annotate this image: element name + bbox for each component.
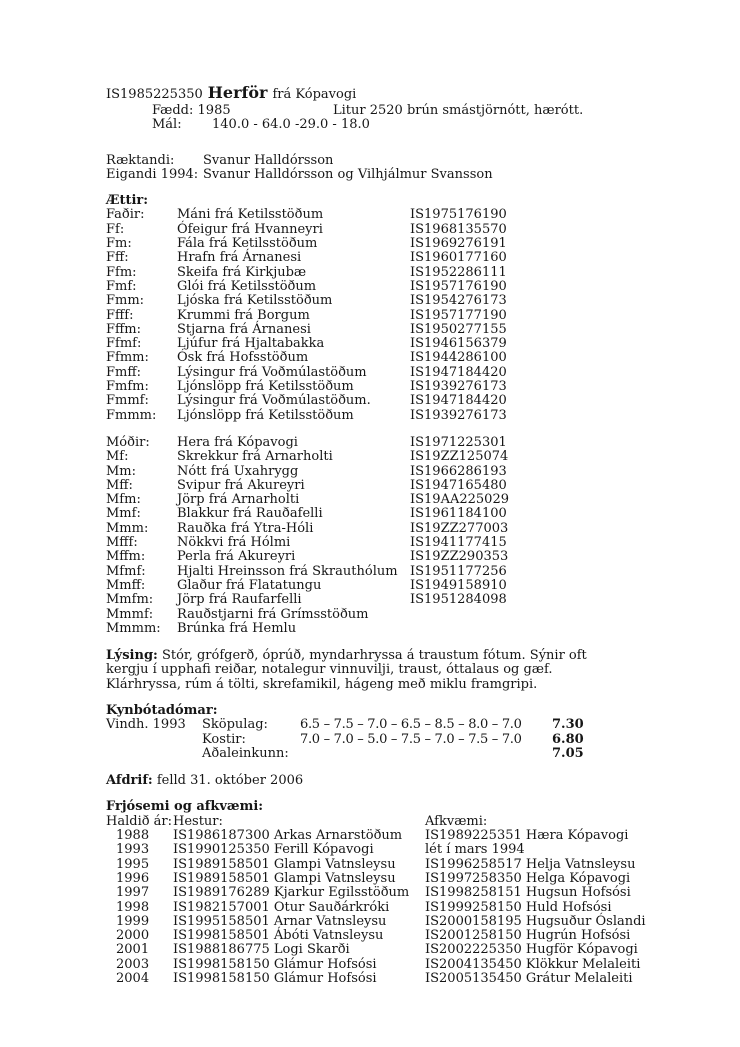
offspring-year: 1999 [116,913,150,929]
relation-label: Mmfm: [106,592,154,608]
ancestor-id: IS1952286111 [410,264,507,280]
ancestor-name: Rauðstjarni frá Grímsstöðum [177,606,369,622]
offspring-name: IS2000158195 Hugsuður Óslandi [425,913,646,929]
offspring-name: lét í mars 1994 [425,842,525,858]
ancestor-id: IS1939276173 [410,407,507,423]
relation-label: Mffm: [106,549,146,565]
owner-label: Eigandi 1994: [106,166,199,182]
stallion-name: IS1989158501 Glampi Vatnsleysu [173,856,396,872]
ancestor-name: Glói frá Ketilsstöðum [177,278,317,294]
ancestor-id: IS1939276173 [410,379,507,395]
birth-line [106,104,700,118]
ancestor-name: Jörp frá Raufarfelli [177,592,302,608]
ancestor-name: Nökkvi frá Hólmi [177,535,291,551]
sire-pedigree-list [106,208,700,422]
relation-label: Mfff: [106,535,138,551]
offspring-row [106,915,700,929]
pedigree-row [106,223,700,237]
offspring-name: IS1996258517 Helja Vatnsleysu [425,856,636,872]
ancestor-id: IS1949158910 [410,577,507,593]
ancestor-name: Hrafn frá Árnanesi [177,250,302,266]
pedigree-row [106,507,700,521]
relation-label: Fmfm: [106,379,149,395]
offspring-year: 1993 [116,842,150,858]
pedigree-row [106,608,700,622]
ancestor-name: Ljóska frá Ketilsstöðum [177,293,333,309]
assessment-scores [300,747,552,761]
relation-label: Ff: [106,221,125,237]
description-text: Stór, grófgerð, óprúð, myndarhryssa á traustum fótum. Sýnir oft kergju í upphafi reiðar, notalegur vinnuvilji, traust, óttalaus og gæf. Klárhryssa, rúm á tölti, skrefamikil, hágeng með miklu framgripi. [106,648,587,692]
ancestor-name: Glaður frá Flatatungu [177,577,322,593]
assessment-row [106,718,700,732]
offspring-row [106,943,700,957]
ancestor-name: Stjarna frá Árnanesi [177,321,311,337]
stallion-name: IS1989158501 Glampi Vatnsleysu [173,870,396,886]
stallion-name: IS1995158501 Arnar Vatnsleysu [173,913,387,929]
relation-label: Ffm: [106,264,137,280]
description-paragraph [106,649,630,692]
ancestor-name: Lýsingur frá Voðmúlastöðum [177,364,367,380]
ancestor-name: Blakkur frá Rauðafelli [177,506,323,522]
ancestor-id: IS1971225301 [410,434,507,450]
relation-label: Fmff: [106,364,141,380]
breeder-label: Ræktandi: [106,152,175,168]
relation-label: Mff: [106,477,133,493]
pedigree-row [106,436,700,450]
ancestor-id: IS1951177256 [410,563,507,579]
ancestor-id: IS19ZZ277003 [410,520,509,536]
ancestor-id: IS1957176190 [410,278,507,294]
assessment-trait: Kostir: [202,731,246,747]
offspring-heading: Frjósemi og afkvæmi: [106,799,264,815]
measure-values: 140.0 - 64.0 -29.0 - 18.0 [212,117,370,133]
description-label: Lýsing: [106,648,158,664]
pedigree-row [106,536,700,550]
offspring-row [106,829,700,843]
offspring-name: IS2005135450 Grátur Melaleiti [425,971,633,987]
pedigree-row [106,593,700,607]
owner-block [106,154,700,183]
owner-line [106,168,700,182]
pedigree-gap [106,423,700,436]
birth-pair [152,104,333,118]
offspring-year: 2004 [116,971,150,987]
ancestor-name: Nótt frá Uxahrygg [177,463,299,479]
measurement-line [106,118,700,132]
owner-name: Svanur Halldórsson og Vilhjálmur Svansson [203,166,493,182]
assessment-table [106,718,700,761]
ancestor-name: Ljúfur frá Hjaltabakka [177,336,325,352]
horse-title [106,84,700,104]
ancestor-id: IS1947165480 [410,477,507,493]
offspring-row [106,858,700,872]
born-label: Fædd: [152,103,194,118]
relation-label: Mmmf: [106,606,154,622]
ancestor-id: IS19ZZ290353 [410,549,509,565]
ancestor-id: IS1946156379 [410,336,507,352]
ancestor-name: Rauðka frá Ytra-Hóli [177,520,314,536]
assessment-row [106,747,700,761]
ancestor-id: IS1966286193 [410,463,507,479]
breeder-line [106,154,700,168]
ancestor-name: Hjalti Hreinsson frá Skrauthólum [177,563,398,579]
pedigree-row [106,622,700,636]
relation-label: Fmf: [106,278,137,294]
ancestor-id: IS1941177415 [410,535,507,551]
ancestor-id: IS19AA225029 [410,492,509,508]
ancestor-name: Skeifa frá Kirkjubæ [177,264,307,280]
pedigree-row [106,266,700,280]
pedigree-row [106,465,700,479]
relation-label: Ffmf: [106,336,142,352]
offspring-name: IS1999258150 Huld Hofsósi [425,899,612,915]
pedigree-row [106,380,700,394]
ancestor-name: Krummi frá Borgum [177,307,310,323]
offspring-row [106,958,700,972]
relation-label: Faðir: [106,207,145,223]
fate-text: felld 31. október 2006 [152,773,304,789]
stallion-name: IS1998158150 Glámur Hofsósi [173,956,377,972]
offspring-row [106,901,700,915]
pedigree-row [106,251,700,265]
relation-label: Mmf: [106,506,141,522]
ancestor-name: Jörp frá Arnarholti [177,492,300,508]
ancestor-id: IS19ZZ125074 [410,449,509,465]
assessment-trait: Sköpulag: [202,717,268,733]
relation-label: Fff: [106,250,129,266]
offspring-year: 1988 [116,828,150,844]
ancestor-id: IS1960177160 [410,250,507,266]
pedigree-row [106,522,700,536]
ancestor-id: IS1944286100 [410,350,507,366]
col-stallion-header: Hestur: [173,813,223,829]
ancestor-id: IS1954276173 [410,293,507,309]
stallion-name: IS1998158501 Ábóti Vatnsleysu [173,928,384,944]
pedigree-row [106,309,700,323]
pedigree-heading: Ættir: [106,193,149,209]
offspring-name: IS2004135450 Klökkur Melaleiti [425,956,641,972]
pedigree-row [106,294,700,308]
ancestor-id: IS1961184100 [410,506,507,522]
color-text: Litur 2520 brún smástjörnótt, hærótt. [333,103,584,118]
relation-label: Ffmm: [106,350,149,366]
stallion-name: IS1998158150 Glámur Hofsósi [173,971,377,987]
pedigree-row [106,208,700,222]
relation-label: Ffff: [106,307,134,323]
ancestor-id: IS1968135570 [410,221,507,237]
ancestor-name: Fála frá Ketilsstöðum [177,236,318,252]
offspring-year: 1996 [116,870,150,886]
ancestor-name: Lýsingur frá Voðmúlastöðum. [177,393,371,409]
relation-label: Mfm: [106,492,141,508]
measure-label: Mál: [152,117,182,133]
relation-label: Fmmf: [106,393,149,409]
pedigree-row [106,323,700,337]
assessment-event [106,733,202,747]
pedigree-row [106,351,700,365]
offspring-row [106,929,700,943]
relation-label: Mfmf: [106,563,146,579]
offspring-row [106,872,700,886]
stallion-name: IS1982157001 Otur Sauðárkróki [173,899,390,915]
offspring-name: IS1989225351 Hæra Kópavogi [425,828,629,844]
ancestor-name: Ljónslöpp frá Ketilsstöðum [177,407,354,423]
offspring-name: IS2001258150 Hugrún Hofsósi [425,928,631,944]
assessment-scores: 7.0 – 7.0 – 5.0 – 7.5 – 7.0 – 7.5 – 7.0 [300,731,522,747]
pedigree-row [106,280,700,294]
pedigree-row [106,366,700,380]
offspring-header-row [106,815,700,829]
fate-line [106,774,700,788]
offspring-year: 1995 [116,856,150,872]
ancestor-name: Ljónslöpp frá Ketilsstöðum [177,379,354,395]
assessment-scores: 6.5 – 7.5 – 7.0 – 6.5 – 8.5 – 8.0 – 7.0 [300,717,522,733]
assessment-heading: Kynbótadómar: [106,702,218,718]
relation-label: Mmm: [106,520,149,536]
horse-name: Herför [207,83,268,102]
ancestor-id: IS1947184420 [410,364,507,380]
ancestor-name: Perla frá Akureyri [177,549,296,565]
offspring-row [106,972,700,986]
relation-label: Móðir: [106,434,150,450]
stallion-name: IS1990125350 Ferill Kópavogi [173,842,374,858]
assessment-trait: Aðaleinkunn: [202,745,289,761]
relation-label: Fmmm: [106,407,157,423]
ancestor-id: IS1957177190 [410,307,507,323]
relation-label: Mm: [106,463,137,479]
dam-pedigree-list [106,436,700,636]
assessment-row [106,733,700,747]
horse-id: IS1985225350 [106,87,203,102]
stallion-name: IS1988186775 Logi Skarði [173,942,350,958]
pedigree-row [106,450,700,464]
offspring-name: IS1998258151 Hugsun Hofsósi [425,885,631,901]
fate-label: Afdrif: [106,773,153,789]
relation-label: Fm: [106,236,132,252]
assessment-total: 6.80 [552,731,584,747]
ancestor-name: Svipur frá Akureyri [177,477,305,493]
assessment-event: Vindh. 1993 [106,717,186,733]
pedigree-row [106,493,700,507]
ancestor-id: IS1969276191 [410,236,507,252]
pedigree-row [106,479,700,493]
offspring-year: 1998 [116,899,150,915]
horse-origin: frá Kópavogi [272,87,357,102]
assessment-event [106,747,202,761]
offspring-year: 2000 [116,928,150,944]
ancestor-id: IS1950277155 [410,321,507,337]
offspring-table [106,829,700,986]
assessment-total: 7.05 [552,745,584,761]
breeder-name: Svanur Halldórsson [203,152,334,168]
relation-label: Fmm: [106,293,145,309]
ancestor-name: Ófeigur frá Hvanneyri [177,221,323,237]
stallion-name: IS1989176289 Kjarkur Egilsstöðum [173,885,410,901]
ancestor-id: IS1947184420 [410,393,507,409]
ancestor-name: Ósk frá Hofsstöðum [177,350,309,366]
pedigree-row [106,409,700,423]
ancestor-name: Hera frá Kópavogi [177,434,298,450]
offspring-row [106,843,700,857]
col-year-header: Haldið ár: [106,813,173,829]
pedigree-row [106,565,700,579]
born-year: 1985 [197,103,231,118]
offspring-year: 1997 [116,885,150,901]
offspring-name: IS2002225350 Hugför Kópavogi [425,942,638,958]
relation-label: Fffm: [106,321,141,337]
relation-label: Mf: [106,449,129,465]
offspring-row [106,886,700,900]
ancestor-id: IS1975176190 [410,207,507,223]
ancestor-name: Máni frá Ketilsstöðum [177,207,324,223]
ancestor-name: Brúnka frá Hemlu [177,620,297,636]
relation-label: Mmmm: [106,620,161,636]
ancestor-name: Skrekkur frá Arnarholti [177,449,333,465]
offspring-name: IS1997258350 Helga Kópavogi [425,870,631,886]
ancestor-id: IS1951284098 [410,592,507,608]
relation-label: Mmff: [106,577,146,593]
pedigree-row [106,550,700,564]
offspring-year: 2003 [116,956,150,972]
stallion-name: IS1986187300 Arkas Arnarstöðum [173,828,403,844]
assessment-total: 7.30 [552,717,584,733]
pedigree-row [106,394,700,408]
offspring-year: 2001 [116,942,150,958]
col-offspring-header: Afkvæmi: [425,813,488,829]
pedigree-row [106,579,700,593]
